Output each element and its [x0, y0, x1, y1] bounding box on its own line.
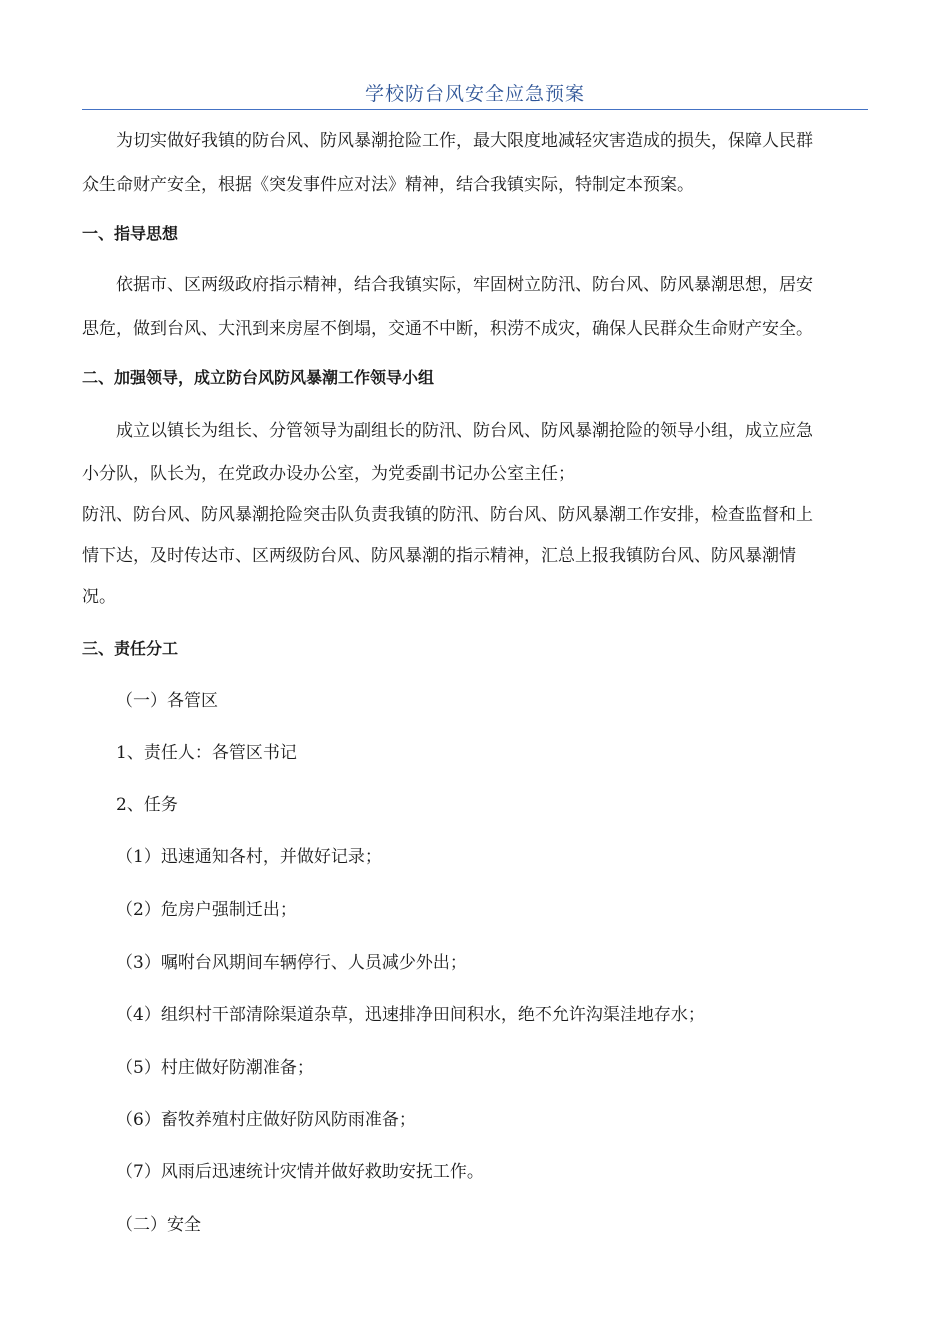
document-title: 学校防台风安全应急预案 — [364, 83, 585, 105]
task-item: （5）村庄做好防潮准备； — [116, 1058, 314, 1078]
section-3-heading: 三、责任分工 — [82, 639, 179, 658]
section-1-heading: 一、指导思想 — [82, 224, 179, 243]
title-underline — [82, 109, 868, 110]
task-item: （4）组织村干部清除渠道杂草，迅速排净田间积水，绝不允许沟渠洼地存水； — [116, 1005, 705, 1025]
section-2-heading: 二、加强领导，成立防台风防风暴潮工作领导小组 — [82, 368, 435, 387]
section-2-line-5: 况。 — [82, 587, 116, 607]
section-3-sub-1: （一）各管区 — [116, 691, 218, 711]
section-2-line-3: 防汛、防台风、防风暴潮抢险突击队负责我镇的防汛、防台风、防风暴潮工作安排，检查监督和上 — [82, 505, 813, 525]
task-item: （3）嘱咐台风期间车辆停行、人员减少外出； — [116, 953, 467, 973]
task-item: （6）畜牧养殖村庄做好防风防雨准备； — [116, 1110, 416, 1130]
task-item: （7）风雨后迅速统计灾情并做好救助安抚工作。 — [116, 1162, 484, 1182]
section-3-item-1: 1、责任人：各管区书记 — [116, 743, 297, 763]
intro-line-1: 为切实做好我镇的防台风、防风暴潮抢险工作，最大限度地减轻灾害造成的损失，保障人民群 — [116, 131, 813, 151]
task-item: （1）迅速通知各村，并做好记录； — [116, 847, 382, 867]
section-2-line-2: 小分队，队长为，在党政办设办公室，为党委副书记办公室主任； — [82, 464, 575, 484]
section-2-line-1: 成立以镇长为组长、分管领导为副组长的防汛、防台风、防风暴潮抢险的领导小组，成立应急 — [116, 421, 813, 441]
section-3-item-2: 2、任务 — [116, 795, 178, 815]
section-1-line-2: 思危，做到台风、大汛到来房屋不倒塌，交通不中断，积涝不成灾，确保人民群众生命财产安全。 — [82, 319, 813, 339]
intro-line-2: 众生命财产安全，根据《突发事件应对法》精神，结合我镇实际，特制定本预案。 — [82, 175, 694, 195]
section-1-line-1: 依据市、区两级政府指示精神，结合我镇实际，牢固树立防汛、防台风、防风暴潮思想，居安 — [116, 275, 813, 295]
section-3-sub-2: （二）安全 — [116, 1215, 201, 1235]
task-item: （2）危房户强制迁出； — [116, 900, 297, 920]
section-2-line-4: 情下达，及时传达市、区两级防台风、防风暴潮的指示精神，汇总上报我镇防台风、防风暴潮情 — [82, 546, 796, 566]
